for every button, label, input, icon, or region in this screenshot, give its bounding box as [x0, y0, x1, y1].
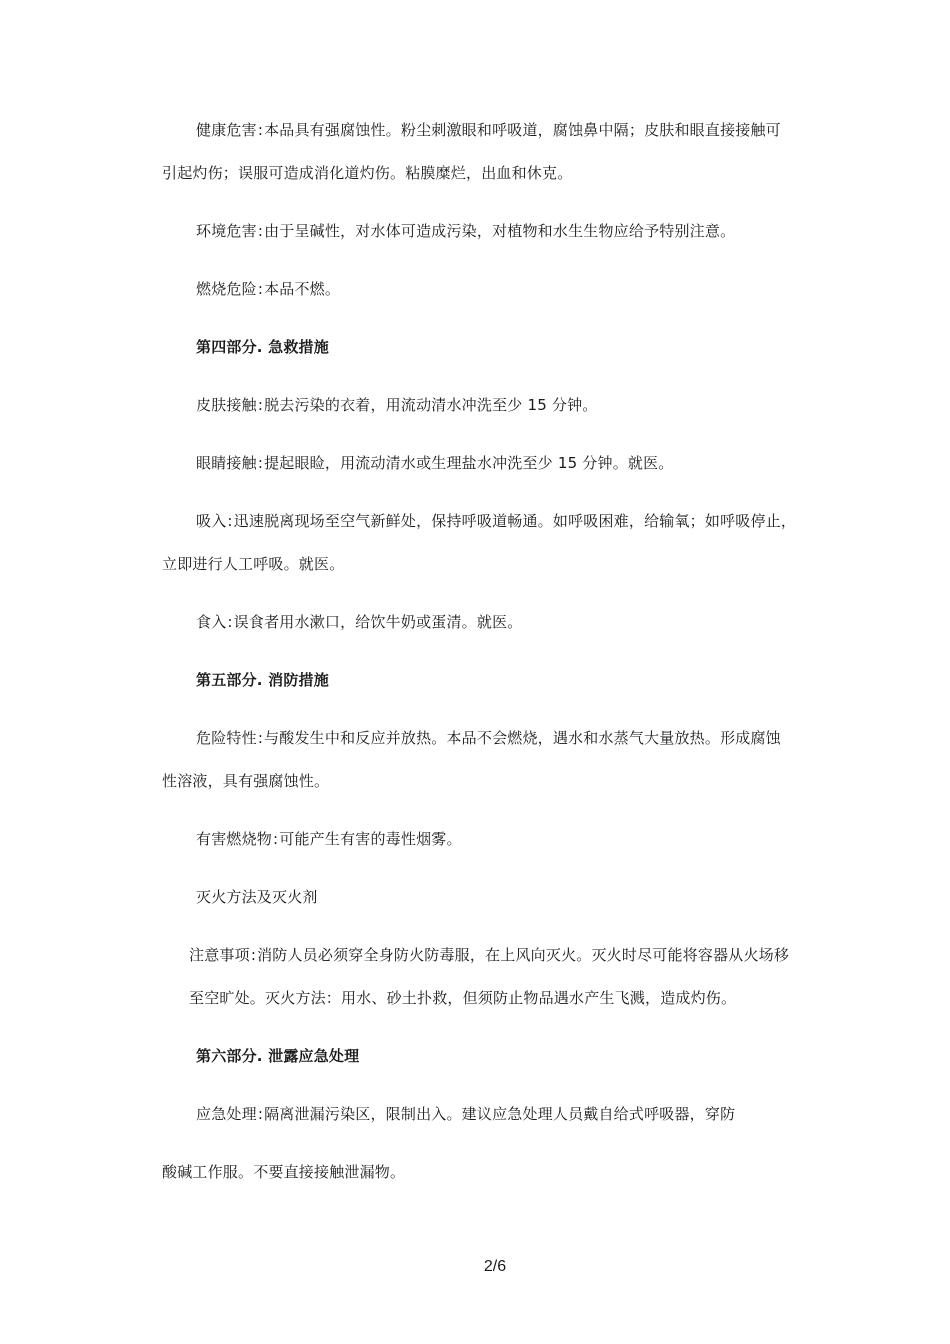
eye-contact-text: 提起眼睑，用流动清水或生理盐水冲洗至少 15 分钟。就医。 — [264, 454, 674, 472]
separator: : — [273, 830, 279, 848]
environment-hazard-text: 由于呈碱性，对水体可造成污染，对植物和水生生物应给予特别注意。 — [264, 222, 736, 240]
extinguishing-heading: 灭火方法及灭火剂 — [196, 888, 318, 906]
health-hazard-text: 本品具有强腐蚀性。粉尘刺激眼和呼吸道，腐蚀鼻中隔；皮肤和眼直接接触可 — [264, 121, 781, 139]
section-5-title: 第五部分. 消防措施 — [196, 671, 329, 689]
skin-contact-label: 皮肤接触 — [196, 396, 257, 414]
inhalation-text: 迅速脱离现场至空气新鲜处，保持呼吸道畅通。如呼吸困难，给输氧；如呼吸停止， — [233, 512, 797, 530]
health-hazard-label: 健康危害 — [196, 121, 257, 139]
separator: : — [250, 946, 257, 964]
health-hazard-line-2: 引起灼伤；误服可造成消化道灼伤。粘膜糜烂，出血和休克。 — [162, 164, 573, 182]
notice-line-1 — [189, 945, 789, 965]
separator: : — [227, 512, 233, 530]
notice-label: 注意事项 — [189, 946, 250, 964]
separator: : — [257, 1105, 264, 1123]
hazard-property-line-2: 性溶液，具有强腐蚀性。 — [162, 772, 330, 790]
combustion-product-label: 有害燃烧物 — [196, 830, 273, 848]
ingestion-text: 误食者用水漱口，给饮牛奶或蛋清。就医。 — [233, 613, 523, 631]
combustion-product-text: 可能产生有害的毒性烟雾。 — [279, 830, 462, 848]
inhalation-line-1 — [196, 511, 796, 531]
health-hazard-line-1 — [196, 120, 781, 140]
hazard-property-text: 与酸发生中和反应并放热。本品不会燃烧，遇水和水蒸气大量放热。形成腐蚀 — [264, 729, 781, 747]
separator: : — [257, 222, 264, 240]
emergency-handling-label: 应急处理 — [196, 1105, 257, 1123]
environment-hazard-label: 环境危害 — [196, 222, 257, 240]
emergency-handling-line-2: 酸碱工作服。不要直接接触泄漏物。 — [162, 1163, 406, 1181]
burn-hazard-line — [196, 279, 340, 299]
environment-hazard-line — [196, 221, 735, 241]
ingestion-line — [196, 612, 522, 632]
notice-text: 消防人员必须穿全身防火防毒服，在上风向灭火。灭火时尽可能将容器从火场移 — [257, 946, 790, 964]
skin-contact-text: 脱去污染的衣着，用流动清水冲洗至少 15 分钟。 — [264, 396, 598, 414]
separator: : — [257, 280, 264, 298]
inhalation-label: 吸入 — [196, 512, 227, 530]
ingestion-label: 食入 — [196, 613, 227, 631]
separator: : — [257, 121, 264, 139]
notice-line-2: 至空旷处。灭火方法：用水、砂土扑救，但须防止物品遇水产生飞溅，造成灼伤。 — [189, 989, 737, 1007]
section-6-title: 第六部分. 泄露应急处理 — [196, 1047, 360, 1065]
separator: : — [257, 454, 264, 472]
burn-hazard-text: 本品不燃。 — [264, 280, 341, 298]
combustion-product-line — [196, 829, 462, 849]
skin-contact-line — [196, 395, 598, 415]
separator: : — [257, 396, 264, 414]
inhalation-line-2: 立即进行人工呼吸。就医。 — [162, 555, 345, 573]
separator: : — [257, 729, 264, 747]
hazard-property-line-1 — [196, 728, 781, 748]
eye-contact-label: 眼睛接触 — [196, 454, 257, 472]
page-number: 2/6 — [483, 1258, 507, 1275]
separator: : — [227, 613, 233, 631]
burn-hazard-label: 燃烧危险 — [196, 280, 257, 298]
section-4-title: 第四部分. 急救措施 — [196, 338, 329, 356]
emergency-handling-line-1 — [196, 1104, 735, 1124]
hazard-property-label: 危险特性 — [196, 729, 257, 747]
eye-contact-line — [196, 453, 674, 473]
emergency-handling-text: 隔离泄漏污染区，限制出入。建议应急处理人员戴自给式呼吸器，穿防 — [264, 1105, 736, 1123]
